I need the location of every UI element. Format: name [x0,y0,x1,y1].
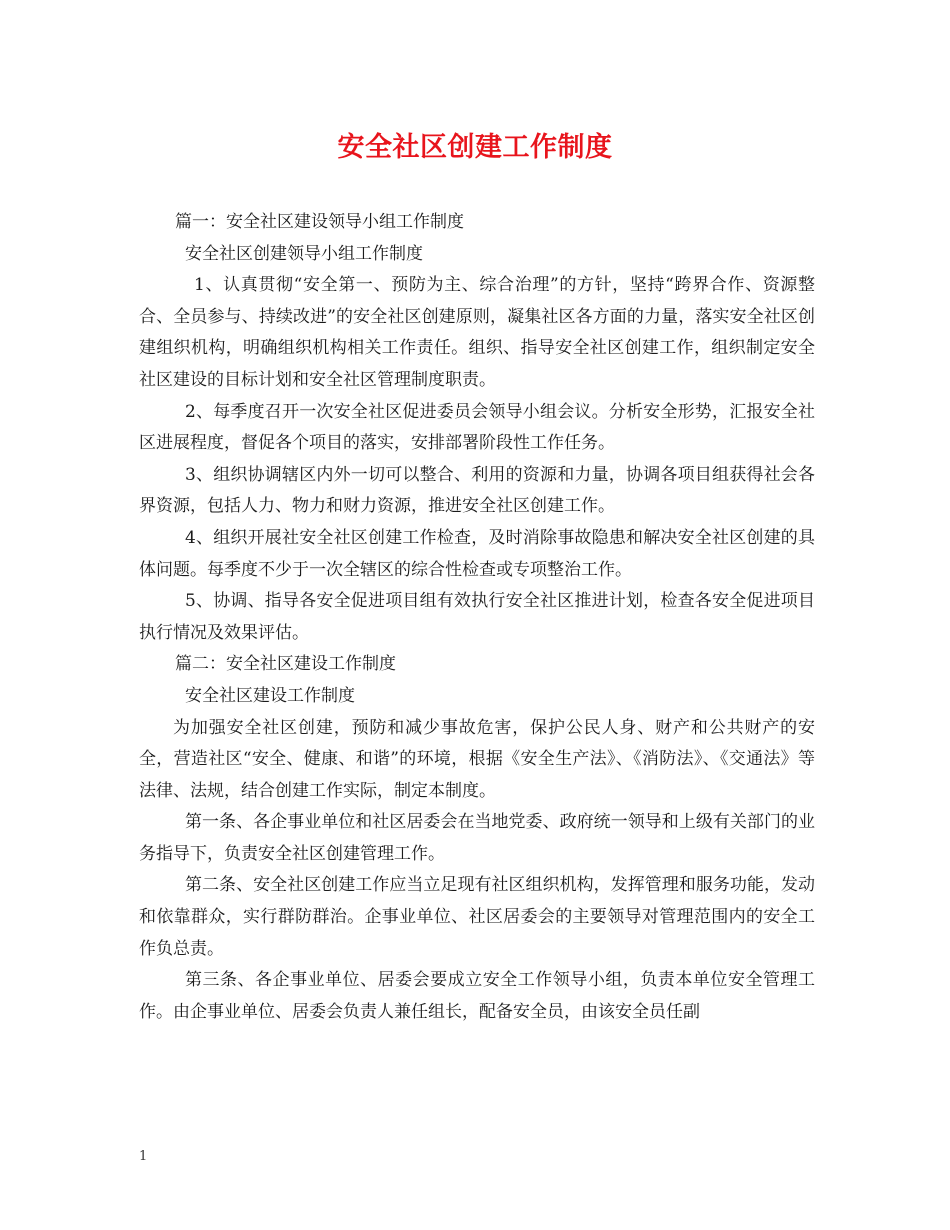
paragraph: 2、每季度召开一次安全社区促进委员会领导小组会议。分析安全形势，汇报安全社区进展程度，督促各个项目的落实，安排部署阶段性工作任务。 [139,401,815,454]
section-heading-2: 篇二：安全社区建设工作制度 [175,654,396,675]
paragraph: 5、协调、指导各安全促进项目组有效执行安全社区推进计划，检查各安全促进项目执行情况及效果评估。 [139,591,815,643]
subheading-1: 安全社区创建领导小组工作制度 [185,243,423,264]
paragraph: 第二条、安全社区创建工作应当立足现有社区组织机构，发挥管理和服务功能，发动和依靠群众，实行群防群治。企事业单位、社区居委会的主要领导对管理范围内的安全工作负总责。 [139,875,815,959]
subheading-2: 安全社区建设工作制度 [185,685,355,706]
paragraph: 1、认真贯彻“安全第一、预防为主、综合治理”的方针，坚持“跨界合作、资源整合、全员参与、持续改进”的安全社区创建原则，凝集社区各方面的力量，落实安全社区创建组织机构，明确组织机构相关工作责任。组织、指导安全社区创建工作，组织制定安全社区建设的目标计划和安全社区管理制度职责。 [139,275,815,390]
paragraph: 为加强安全社区创建，预防和减少事故危害，保护公民人身、财产和公共财产的安全，营造社区“安全、健康、和谐”的环境，根据《安全生产法》、《消防法》、《交通法》等法律、法规，结合创建工作实际，制定本制度。 [139,717,815,801]
paragraph: 第三条、各企事业单位、居委会要成立安全工作领导小组，负责本单位安全管理工作。由企事业单位、居委会负责人兼任组长，配备安全员，由该安全员任副 [139,970,815,1022]
paragraph: 3、组织协调辖区内外一切可以整合、利用的资源和力量，协调各项目组获得社会各界资源，包括人力、物力和财力资源，推进安全社区创建工作。 [139,464,815,517]
section-heading-1: 篇一：安全社区建设领导小组工作制度 [175,212,464,232]
paragraph: 4、组织开展社安全社区创建工作检查，及时消除事故隐患和解决安全社区创建的具体问题。每季度不少于一次全辖区的综合性检查或专项整治工作。 [139,527,815,580]
document-title: 安全社区创建工作制度 [337,132,613,163]
page-number: 1 [139,1149,148,1164]
paragraph: 第一条、各企事业单位和社区居委会在当地党委、政府统一领导和上级有关部门的业务指导下，负责安全社区创建管理工作。 [139,812,815,864]
document-body [139,207,815,1028]
